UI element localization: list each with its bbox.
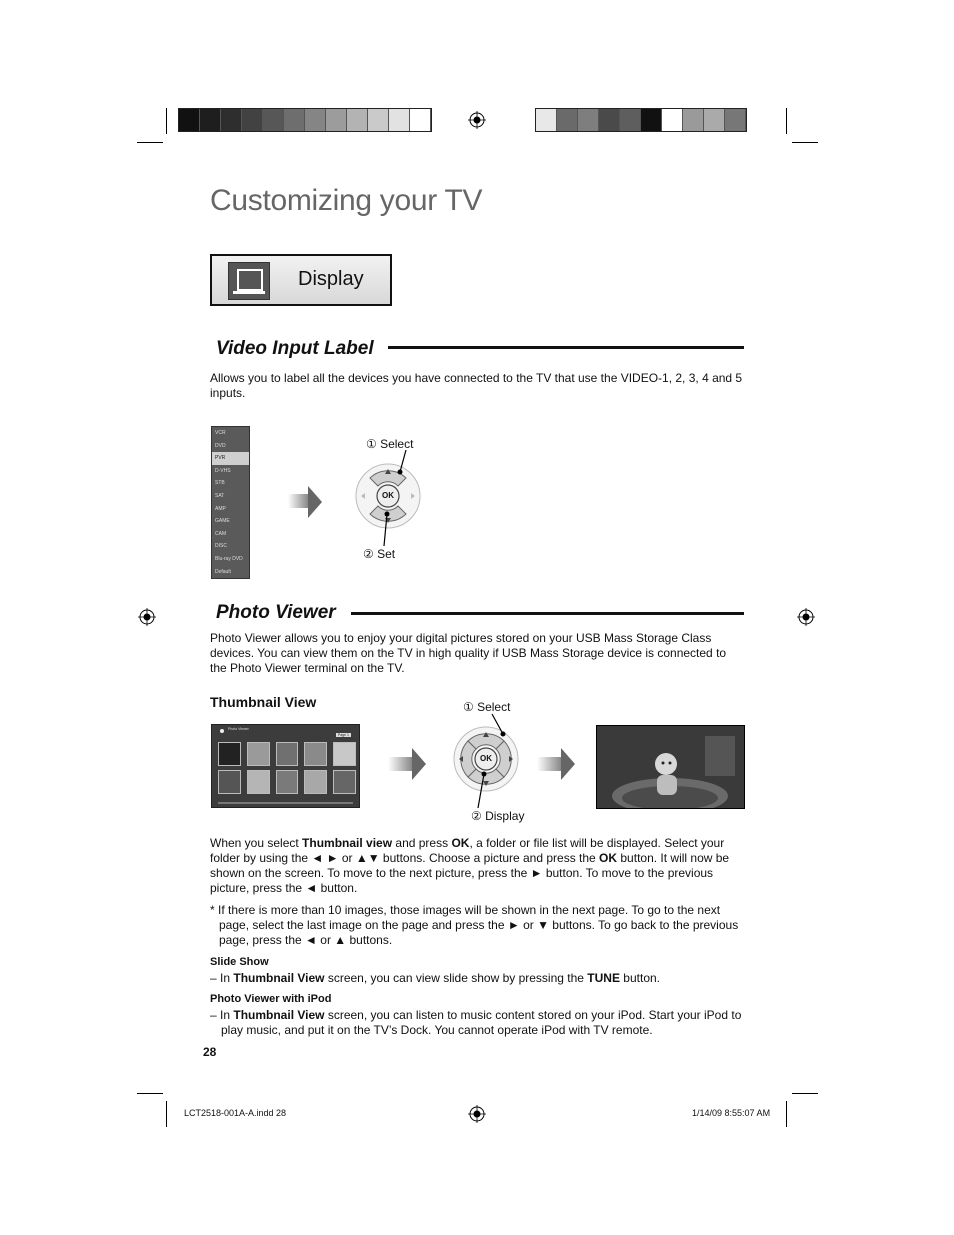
registration-mark-icon	[468, 1105, 486, 1123]
menu-item: GAME	[215, 518, 230, 525]
ok-button: OK	[480, 754, 492, 763]
thumbnail-instructions: When you select Thumbnail view and press OK, a folder or file list will be displayed. Select your folder by using the ◄ ► or ▲▼ buttons. Choose a picture and press the OK button. It will now be shown on the screen. To move to the next picture, press the ► button. To move to the previous picture, press the ◄ button.	[210, 836, 730, 895]
set-label: ② Set	[363, 547, 396, 561]
arrow-right-icon	[561, 748, 575, 780]
arrow-stem	[388, 757, 412, 771]
menu-item: SAT	[215, 492, 225, 499]
thumbnail-image	[333, 742, 356, 766]
screen-page: Page 1	[337, 733, 349, 737]
paging-note: * If there is more than 10 images, those images will be shown in the next page. To go to the next page, select the last image on the page and press the ► or ▼ buttons. To go back to the previous page, press the ◄ or ▲ buttons.	[210, 903, 739, 947]
color-calibration-bar-left	[178, 108, 432, 132]
footer-file: LCT2518-001A-A.indd 28	[184, 1108, 287, 1118]
color-swatch	[662, 109, 683, 131]
section-rule	[388, 346, 744, 349]
crop-mark	[792, 1093, 818, 1094]
menu-item: D-VHS	[215, 467, 231, 474]
thumbnail-image	[247, 770, 270, 794]
callout-lines	[380, 450, 410, 560]
select-label: ① Select	[463, 700, 511, 714]
menu-item: AMP	[215, 505, 226, 512]
page-number: 28	[203, 1045, 217, 1059]
thumbnail-image	[304, 742, 327, 766]
color-swatch	[179, 109, 200, 131]
color-swatch	[368, 109, 389, 131]
thumbnail-image	[333, 770, 356, 794]
color-calibration-bar-right	[535, 108, 747, 132]
full-screen-photo	[596, 725, 745, 809]
crop-mark	[792, 142, 818, 143]
crop-mark	[137, 1093, 163, 1094]
registration-mark-icon	[797, 608, 815, 626]
video-input-heading: Video Input Label	[216, 338, 374, 359]
ok-button: OK	[382, 491, 394, 500]
select-label: ① Select	[366, 437, 414, 451]
video-input-description: Allows you to label all the devices you have connected to the TV that use the VIDEO-1, 2, 3, 4 and 5 inputs.	[210, 371, 743, 400]
thumbnail-image	[304, 770, 327, 794]
color-swatch	[200, 109, 221, 131]
ipod-text: – In Thumbnail View screen, you can listen to music content stored on your iPod. Start your iPod to play music, and put it on the TV’s Dock. You cannot operate iPod with TV remote.	[210, 1008, 742, 1037]
thumbnail-screen	[211, 724, 360, 808]
photo-viewer-heading: Photo Viewer	[216, 602, 336, 623]
callout-lines	[474, 712, 514, 822]
ipod-heading: Photo Viewer with iPod	[210, 993, 332, 1005]
menu-item: Default	[215, 568, 231, 575]
color-swatch	[620, 109, 641, 131]
crop-mark	[786, 1101, 787, 1127]
color-swatch	[221, 109, 242, 131]
thumbnail-grid	[218, 742, 356, 794]
color-swatch	[578, 109, 599, 131]
arrow-stem	[288, 494, 308, 508]
back-folder-icon	[218, 742, 241, 766]
section-rule	[351, 612, 744, 615]
thumbnail-image	[276, 742, 299, 766]
display-action-label: ② Display	[471, 809, 525, 823]
display-label: Display	[298, 268, 364, 290]
menu-item: CAM	[215, 530, 227, 537]
slide-show-text: – In Thumbnail View screen, you can view slide show by pressing the TUNE button.	[210, 971, 660, 985]
color-swatch	[242, 109, 263, 131]
color-swatch	[263, 109, 284, 131]
thumbnail-view-heading: Thumbnail View	[210, 694, 317, 710]
color-swatch	[326, 109, 347, 131]
arrow-right-icon	[412, 748, 426, 780]
crop-mark	[137, 142, 163, 143]
color-swatch	[536, 109, 557, 131]
display-icon	[228, 262, 270, 300]
color-swatch	[641, 109, 662, 131]
thumbnail-image	[276, 770, 299, 794]
screen-title: Photo Viewer	[228, 727, 249, 731]
color-swatch	[305, 109, 326, 131]
page-title: Customizing your TV	[210, 184, 483, 217]
screen-status-bar	[218, 802, 353, 804]
menu-item: STB	[215, 480, 225, 487]
color-swatch	[284, 109, 305, 131]
color-swatch	[389, 109, 410, 131]
color-swatch	[725, 109, 746, 131]
menu-item: DISC	[215, 543, 227, 550]
photo-viewer-description: Photo Viewer allows you to enjoy your digital pictures stored on your USB Mass Storage Class devices. You can view them on the TV in high quality if USB Mass Storage device is connected to the Photo Viewer terminal on the TV.	[210, 631, 727, 675]
registration-mark-icon	[138, 608, 156, 626]
menu-item: PVR	[212, 452, 249, 465]
color-swatch	[704, 109, 725, 131]
video-label-menu	[211, 426, 250, 579]
crop-mark	[166, 108, 167, 134]
arrow-stem	[537, 757, 561, 771]
color-swatch	[410, 109, 431, 131]
crop-mark	[166, 1101, 167, 1127]
registration-mark-icon	[468, 111, 486, 129]
color-swatch	[599, 109, 620, 131]
slide-show-heading: Slide Show	[210, 956, 269, 968]
thumbnail-image	[218, 770, 241, 794]
thumbnail-image	[247, 742, 270, 766]
menu-item: DVD	[215, 442, 226, 449]
menu-item: VCR	[215, 430, 226, 436]
menu-item: Blu-ray DVD	[215, 555, 243, 562]
color-swatch	[683, 109, 704, 131]
display-category-tab	[210, 254, 392, 306]
color-swatch	[557, 109, 578, 131]
crop-mark	[786, 108, 787, 134]
arrow-right-icon	[308, 486, 322, 518]
color-swatch	[347, 109, 368, 131]
photo-viewer-icon	[220, 729, 224, 733]
footer-date: 1/14/09 8:55:07 AM	[692, 1108, 771, 1118]
